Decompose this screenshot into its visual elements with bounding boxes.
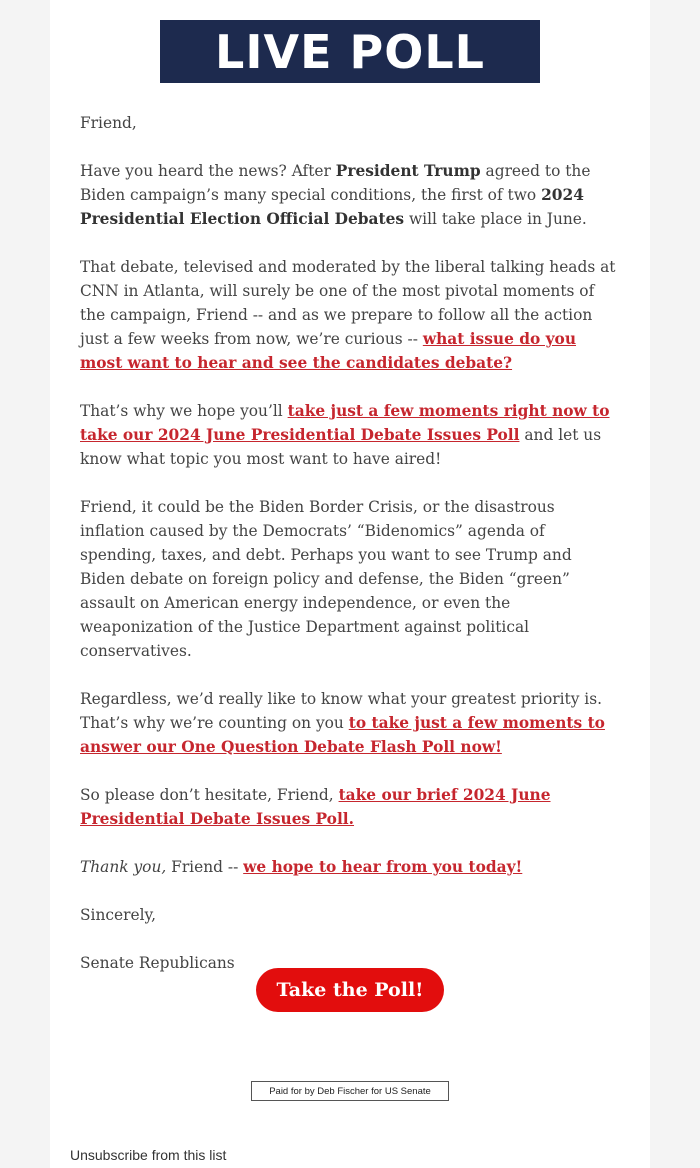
paragraph-7: [80, 855, 620, 879]
paragraph-3: [80, 399, 620, 471]
signature: Senate Republicans: [80, 954, 235, 972]
cta-container: [50, 968, 650, 1012]
debate-issue-link[interactable]: what issue do you most want to hear and see the candidates debate?: [80, 330, 577, 372]
text-span: That debate, televised and moderated by the liberal talking heads at CNN in Atlanta, will surely be one of the most pivotal moments of the campaign, Friend -- and as we prepare to follow all the action just a few weeks from now, we’re curious --: [80, 258, 616, 348]
paid-for-disclaimer: Paid for by Deb Fischer for US Senate: [251, 1081, 449, 1101]
letter-body: [80, 111, 620, 999]
bold-text: 2024 Presidential Election Official Debates: [80, 186, 584, 228]
text-span: That’s why we hope you’ll: [80, 402, 288, 420]
email-card: [50, 0, 650, 1168]
paragraph-5: [80, 687, 620, 759]
take-poll-link[interactable]: take just a few moments right now to take our 2024 June Presidential Debate Issues Poll: [80, 402, 610, 444]
text-span: So please don’t hesitate, Friend,: [80, 786, 339, 804]
text-span: will take place in June.: [404, 210, 587, 228]
closing: Sincerely,: [80, 906, 157, 924]
italic-text: Thank you,: [80, 858, 167, 876]
issues-poll-link[interactable]: take our brief 2024 June Presidential Debate Issues Poll.: [80, 786, 551, 828]
text-span: Regardless, we’d really like to know what your greatest priority is. That’s why we’re counting on you: [80, 690, 603, 732]
paragraph-2: [80, 255, 620, 375]
bold-text: President Trump: [335, 162, 481, 180]
take-poll-button[interactable]: Take the Poll!: [256, 968, 443, 1012]
live-poll-banner[interactable]: [160, 20, 540, 83]
banner-text: LIVE POLL: [215, 24, 485, 79]
paragraph-4: Friend, it could be the Biden Border Crisis, or the disastrous inflation caused by the Democrats’ “Bidenomics” agenda of spending, taxes, and debt. Perhaps you want to see Trump and Biden debate on foreign policy and defense, the Biden “green” assault on American energy independence, or even the weaponization of the Justice Department against political conservatives.: [80, 498, 572, 660]
hear-from-you-link[interactable]: we hope to hear from you today!: [243, 858, 523, 876]
flash-poll-link[interactable]: to take just a few moments to answer our One Question Debate Flash Poll now!: [80, 714, 605, 756]
text-span: agreed to the Biden campaign’s many special conditions, the first of two: [80, 162, 591, 204]
text-span: Friend --: [166, 858, 244, 876]
text-span: and let us know what topic you most want to have aired!: [80, 426, 602, 468]
paragraph-1: [80, 159, 620, 231]
greeting: Friend,: [80, 114, 137, 132]
paragraph-6: [80, 783, 620, 831]
text-span: Have you heard the news? After: [80, 162, 336, 180]
unsubscribe-link[interactable]: Unsubscribe from this list: [70, 1147, 227, 1163]
